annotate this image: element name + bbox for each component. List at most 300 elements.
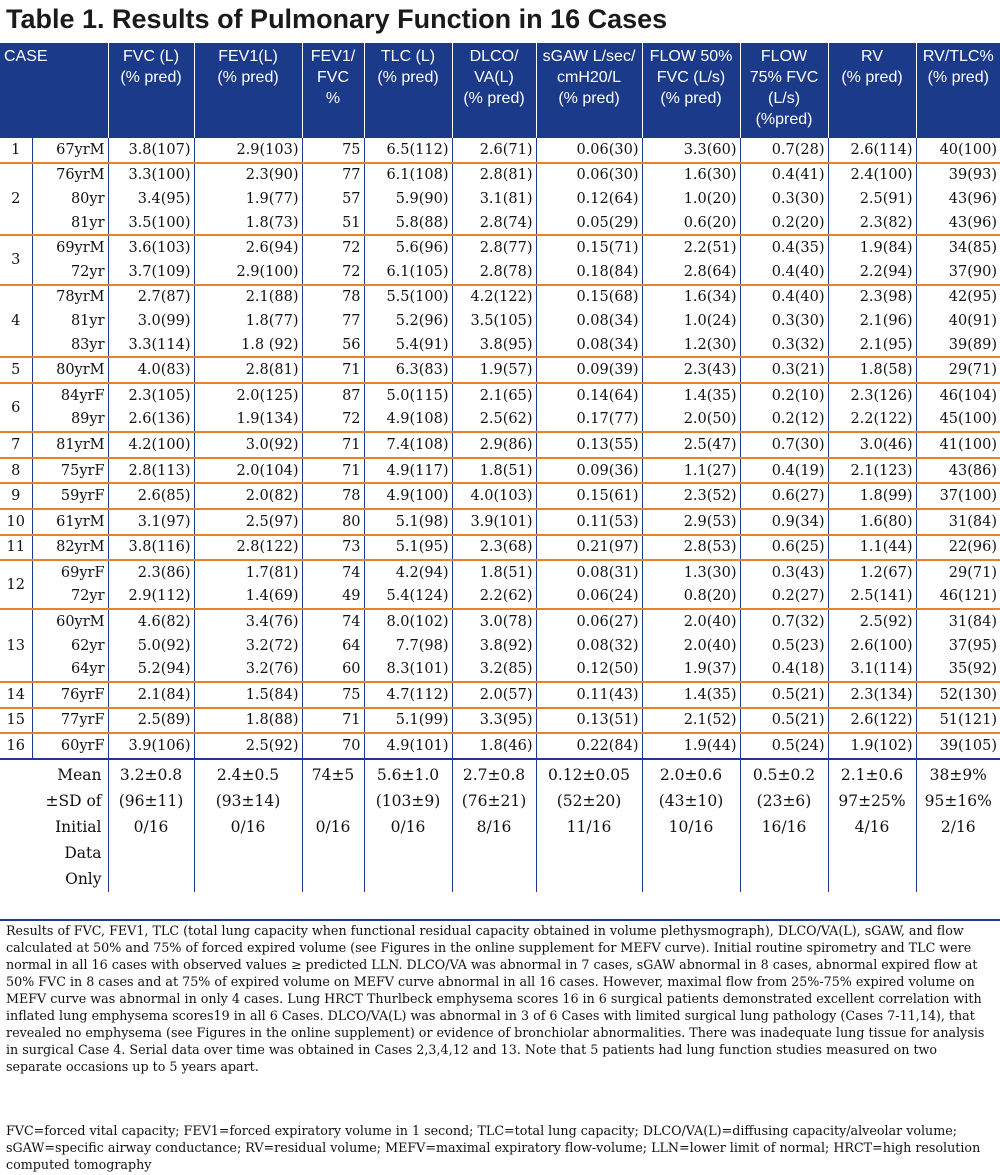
value-cell: 5.0(115) bbox=[364, 383, 452, 408]
value-cell: 46(104) bbox=[916, 383, 1000, 408]
subject-cell: 78yrM bbox=[32, 285, 108, 310]
value-cell: 0.6(25) bbox=[740, 535, 828, 561]
value-cell: 3.1(97) bbox=[108, 509, 194, 535]
subject-cell: 61yrM bbox=[32, 509, 108, 535]
value-cell: 40(100) bbox=[939, 141, 998, 158]
subject-cell: 67yrM bbox=[32, 138, 108, 163]
value-cell: 4.0(83) bbox=[108, 357, 194, 383]
value-cell: 51(121) bbox=[916, 708, 1000, 734]
value-cell: 0.13(55) bbox=[536, 432, 642, 458]
value-cell: 2.2(51) bbox=[642, 235, 740, 260]
table-row bbox=[0, 408, 1000, 433]
value-cell: 3.6(103) bbox=[108, 235, 194, 260]
value-cell: 45(100) bbox=[939, 411, 998, 428]
value-cell: 0.09(39) bbox=[536, 357, 642, 383]
value-cell: 5.9(90) bbox=[364, 187, 452, 211]
value-cell: 0.22(84) bbox=[536, 733, 642, 759]
table-row bbox=[0, 509, 1000, 535]
header-row bbox=[0, 43, 1000, 138]
value-cell: 1.3(30) bbox=[642, 560, 740, 585]
value-cell: 0.2(10) bbox=[740, 383, 828, 408]
value-cell: 2.6(100) bbox=[828, 634, 916, 658]
value-cell: 2.6(94) bbox=[194, 235, 302, 260]
value-cell: 4.9(100) bbox=[364, 483, 452, 509]
value-cell: 72 bbox=[302, 260, 364, 285]
value-cell: 2.3(86) bbox=[108, 560, 194, 585]
value-cell: 3.5(100) bbox=[108, 211, 194, 236]
value-cell: 1.9(102) bbox=[828, 733, 916, 759]
value-cell: 0.18(84) bbox=[536, 260, 642, 285]
value-cell: 0.3(43) bbox=[740, 560, 828, 585]
value-cell: 2.8(64) bbox=[642, 260, 740, 285]
value-cell: 4.2(100) bbox=[108, 432, 194, 458]
col-header-fev1: FEV1(L) (% pred) bbox=[194, 43, 302, 138]
value-cell: 3.2(85) bbox=[452, 657, 536, 682]
value-cell: 64 bbox=[302, 634, 364, 658]
subject-cell: 69yrF bbox=[32, 560, 108, 585]
value-cell: 3.4(76) bbox=[194, 609, 302, 634]
value-cell: 0.8(20) bbox=[642, 585, 740, 610]
value-cell: 0.08(31) bbox=[536, 560, 642, 585]
value-cell: 8.3(101) bbox=[364, 657, 452, 682]
value-cell: 1.7(81) bbox=[194, 560, 302, 585]
summary-cell: 0.5±0.2 (23±6) 16/16 bbox=[740, 759, 828, 892]
value-cell: 2.3(126) bbox=[828, 383, 916, 408]
value-cell: 0.5(21) bbox=[740, 708, 828, 734]
case-number: 2 bbox=[0, 163, 32, 236]
value-cell: 2.9(53) bbox=[642, 509, 740, 535]
value-cell: 1.0(24) bbox=[642, 309, 740, 333]
value-cell: 5.2(96) bbox=[364, 309, 452, 333]
value-cell: 3.3(100) bbox=[108, 163, 194, 188]
value-cell: 0.9(34) bbox=[740, 509, 828, 535]
value-cell: 73 bbox=[302, 535, 364, 561]
value-cell: 2.0(125) bbox=[194, 383, 302, 408]
value-cell: 37(90) bbox=[948, 263, 998, 280]
subject-cell: 82yrM bbox=[32, 535, 108, 561]
value-cell: 2.1(88) bbox=[194, 285, 302, 310]
value-cell: 39(105) bbox=[916, 733, 1000, 759]
value-cell: 2.8(53) bbox=[642, 535, 740, 561]
col-header-fev1-fvc: FEV1/ FVC % bbox=[302, 43, 364, 138]
value-cell: 52(130) bbox=[916, 682, 1000, 708]
value-cell: 35(92) bbox=[948, 661, 998, 678]
value-cell: 2.6(136) bbox=[108, 408, 194, 433]
value-cell: 5.8(88) bbox=[364, 211, 452, 236]
value-cell: 75 bbox=[302, 682, 364, 708]
value-cell: 0.05(29) bbox=[536, 211, 642, 236]
subject-cell: 80yrM bbox=[32, 357, 108, 383]
table-row bbox=[0, 609, 1000, 634]
value-cell: 0.7(32) bbox=[740, 609, 828, 634]
value-cell: 3.3(60) bbox=[642, 138, 740, 163]
value-cell: 5.1(95) bbox=[364, 535, 452, 561]
value-cell: 75 bbox=[302, 138, 364, 163]
case-number: 12 bbox=[0, 560, 32, 609]
value-cell: 3.1(114) bbox=[828, 657, 916, 682]
subject-cell: 84yrF bbox=[32, 383, 108, 408]
value-cell: 0.14(64) bbox=[536, 383, 642, 408]
summary-cell: 2.0±0.6 (43±10) 10/16 bbox=[642, 759, 740, 892]
value-cell: 2.7(87) bbox=[108, 285, 194, 310]
value-cell: 78 bbox=[302, 483, 364, 509]
value-cell: 1.9(44) bbox=[642, 733, 740, 759]
value-cell: 1.1(27) bbox=[642, 458, 740, 484]
col-header-rv-tlc: RV/TLC% (% pred) bbox=[916, 43, 1000, 138]
value-cell: 4.9(117) bbox=[364, 458, 452, 484]
abbreviations-note: FVC=forced vital capacity; FEV1=forced expiratory volume in 1 second; TLC=total lung capacity; DLCO/VA(L)=diffusing capacity/alveolar volume; sGAW=specific airway conductance; RV=residual volume; MEFV=maximal expiratory flow-volume; LLN=lower limit of normal; HRCT=high resolution computed tomography bbox=[6, 1123, 981, 1172]
value-cell: 56 bbox=[302, 333, 364, 358]
value-cell: 0.2(12) bbox=[740, 408, 828, 433]
col-header-flow75: FLOW 75% FVC (L/s) (%pred) bbox=[740, 43, 828, 138]
value-cell: 0.08(34) bbox=[536, 309, 642, 333]
case-number: 8 bbox=[0, 458, 32, 484]
value-cell: 6.5(112) bbox=[364, 138, 452, 163]
value-cell: 2.0(57) bbox=[452, 682, 536, 708]
value-cell: 6.1(108) bbox=[364, 163, 452, 188]
value-cell: 2.5(91) bbox=[828, 187, 916, 211]
value-cell: 3.1(81) bbox=[452, 187, 536, 211]
subject-cell: 64yr bbox=[32, 657, 108, 682]
value-cell: 3.0(46) bbox=[828, 432, 916, 458]
table-row bbox=[0, 733, 1000, 759]
value-cell: 43(96) bbox=[948, 214, 998, 231]
case-number: 4 bbox=[0, 285, 32, 358]
value-cell: 5.2(94) bbox=[108, 657, 194, 682]
value-cell: 3.0(78) bbox=[452, 609, 536, 634]
value-cell: 72 bbox=[302, 235, 364, 260]
value-cell: 0.3(21) bbox=[740, 357, 828, 383]
case-number: 1 bbox=[0, 138, 32, 163]
value-cell: 2.8(113) bbox=[108, 458, 194, 484]
value-cell: 2.5(92) bbox=[828, 609, 916, 634]
col-header-tlc: TLC (L) (% pred) bbox=[364, 43, 452, 138]
value-cell: 2.1(95) bbox=[828, 333, 916, 358]
value-cell: 0.3(32) bbox=[740, 333, 828, 358]
value-cell: 4.9(101) bbox=[364, 733, 452, 759]
value-cell: 2.5(141) bbox=[828, 585, 916, 610]
summary-cell: 2.4±0.5 (93±14) 0/16 bbox=[194, 759, 302, 892]
value-cell: 2.8(77) bbox=[452, 235, 536, 260]
value-cell: 1.6(34) bbox=[642, 285, 740, 310]
subject-cell: 60yrF bbox=[32, 733, 108, 759]
subject-cell: 89yr bbox=[32, 408, 108, 433]
subject-cell: 72yr bbox=[32, 260, 108, 285]
value-cell: 1.8(51) bbox=[452, 458, 536, 484]
value-cell: 2.4(100) bbox=[828, 163, 916, 188]
value-cell: 1.2(67) bbox=[828, 560, 916, 585]
value-cell: 0.4(40) bbox=[740, 285, 828, 310]
col-header-flow50: FLOW 50% FVC (L/s) (% pred) bbox=[642, 43, 740, 138]
value-cell: 3.7(109) bbox=[108, 260, 194, 285]
value-cell: 0.13(51) bbox=[536, 708, 642, 734]
value-cell: 2.5(47) bbox=[642, 432, 740, 458]
value-cell: 4.6(82) bbox=[108, 609, 194, 634]
value-cell: 1.4(35) bbox=[642, 682, 740, 708]
subject-cell: 80yr bbox=[32, 187, 108, 211]
table-row bbox=[0, 235, 1000, 260]
value-cell: 6.3(83) bbox=[364, 357, 452, 383]
value-cell: 5.4(91) bbox=[364, 333, 452, 358]
value-cell: 2.8(78) bbox=[452, 260, 536, 285]
value-cell: 1.1(44) bbox=[828, 535, 916, 561]
col-header-case: CASE bbox=[0, 43, 108, 138]
value-cell: 2.3(52) bbox=[642, 483, 740, 509]
value-cell: 4.2(94) bbox=[364, 560, 452, 585]
value-cell: 2.5(89) bbox=[108, 708, 194, 734]
value-cell: 1.8(51) bbox=[452, 560, 536, 585]
table-row bbox=[0, 285, 1000, 310]
value-cell: 2.3(105) bbox=[108, 383, 194, 408]
value-cell: 1.9(57) bbox=[452, 357, 536, 383]
value-cell: 2.1(84) bbox=[108, 682, 194, 708]
value-cell: 2.3(134) bbox=[828, 682, 916, 708]
value-cell: 4.2(122) bbox=[452, 285, 536, 310]
value-cell: 0.4(35) bbox=[740, 235, 828, 260]
table-title: Table 1. Results of Pulmonary Function in 16 Cases bbox=[6, 4, 668, 34]
value-cell: 71 bbox=[302, 357, 364, 383]
value-cell: 2.0(104) bbox=[194, 458, 302, 484]
value-cell: 1.8 (92) bbox=[194, 333, 302, 358]
subject-cell: 60yrM bbox=[32, 609, 108, 634]
results-table bbox=[0, 43, 1000, 892]
value-cell: 2.0(40) bbox=[642, 609, 740, 634]
value-cell: 2.1(123) bbox=[828, 458, 916, 484]
case-number: 11 bbox=[0, 535, 32, 561]
value-cell: 49 bbox=[302, 585, 364, 610]
summary-cell: 38±9% 95±16% 2/16 bbox=[916, 759, 1000, 892]
value-cell: 41(100) bbox=[916, 432, 1000, 458]
value-cell: 80 bbox=[302, 509, 364, 535]
value-cell: 4.7(112) bbox=[364, 682, 452, 708]
value-cell: 2.8(81) bbox=[452, 163, 536, 188]
table-row bbox=[0, 260, 1000, 285]
table-row bbox=[0, 560, 1000, 585]
value-cell: 2.0(82) bbox=[194, 483, 302, 509]
value-cell: 0.6(27) bbox=[740, 483, 828, 509]
value-cell: 3.2(76) bbox=[194, 657, 302, 682]
value-cell: 78 bbox=[302, 285, 364, 310]
value-cell: 3.4(95) bbox=[108, 187, 194, 211]
value-cell: 37(95) bbox=[948, 637, 998, 654]
summary-cell: 0.12±0.05 (52±20) 11/16 bbox=[536, 759, 642, 892]
table-row bbox=[0, 483, 1000, 509]
case-number: 7 bbox=[0, 432, 32, 458]
value-cell: 7.7(98) bbox=[364, 634, 452, 658]
summary-cell: 2.7±0.8 (76±21) 8/16 bbox=[452, 759, 536, 892]
value-cell: 40(91) bbox=[948, 312, 998, 329]
subject-cell: 77yrF bbox=[32, 708, 108, 734]
value-cell: 2.5(97) bbox=[194, 509, 302, 535]
value-cell: 29(71) bbox=[916, 560, 1000, 585]
value-cell: 8.0(102) bbox=[364, 609, 452, 634]
value-cell: 0.6(20) bbox=[642, 211, 740, 236]
value-cell: 1.2(30) bbox=[642, 333, 740, 358]
case-number: 13 bbox=[0, 609, 32, 682]
value-cell: 31(84) bbox=[916, 609, 1000, 634]
value-cell: 70 bbox=[302, 733, 364, 759]
value-cell: 1.4(35) bbox=[642, 383, 740, 408]
value-cell: 0.12(64) bbox=[536, 187, 642, 211]
value-cell: 2.6(85) bbox=[108, 483, 194, 509]
value-cell: 0.21(97) bbox=[536, 535, 642, 561]
value-cell: 5.5(100) bbox=[364, 285, 452, 310]
case-number: 5 bbox=[0, 357, 32, 383]
value-cell: 0.4(41) bbox=[740, 163, 828, 188]
value-cell: 1.0(20) bbox=[642, 187, 740, 211]
value-cell: 74 bbox=[302, 560, 364, 585]
value-cell: 1.9(37) bbox=[642, 657, 740, 682]
value-cell: 77 bbox=[302, 163, 364, 188]
value-cell: 34(85) bbox=[916, 235, 1000, 260]
value-cell: 2.2(122) bbox=[828, 408, 916, 433]
value-cell: 1.8(58) bbox=[828, 357, 916, 383]
value-cell: 2.9(112) bbox=[108, 585, 194, 610]
value-cell: 3.3(95) bbox=[452, 708, 536, 734]
case-number: 3 bbox=[0, 235, 32, 284]
value-cell: 1.9(134) bbox=[194, 408, 302, 433]
value-cell: 2.1(96) bbox=[828, 309, 916, 333]
value-cell: 5.6(96) bbox=[364, 235, 452, 260]
summary-row bbox=[0, 759, 1000, 892]
value-cell: 39(93) bbox=[916, 163, 1000, 188]
value-cell: 1.6(80) bbox=[828, 509, 916, 535]
table-row bbox=[0, 211, 1000, 236]
table-body bbox=[0, 138, 1000, 892]
value-cell: 22(96) bbox=[916, 535, 1000, 561]
value-cell: 2.8(74) bbox=[452, 211, 536, 236]
value-cell: 3.8(95) bbox=[452, 333, 536, 358]
value-cell: 2.8(81) bbox=[194, 357, 302, 383]
value-cell: 2.9(103) bbox=[194, 138, 302, 163]
value-cell: 3.2(72) bbox=[194, 634, 302, 658]
subject-cell: 81yrM bbox=[32, 432, 108, 458]
value-cell: 4.0(103) bbox=[452, 483, 536, 509]
value-cell: 0.4(40) bbox=[740, 260, 828, 285]
col-header-fvc: FVC (L) (% pred) bbox=[108, 43, 194, 138]
case-number: 16 bbox=[0, 733, 32, 759]
subject-cell: 72yr bbox=[32, 585, 108, 610]
value-cell: 0.2(20) bbox=[740, 211, 828, 236]
value-cell: 3.8(107) bbox=[108, 138, 194, 163]
value-cell: 0.12(50) bbox=[536, 657, 642, 682]
value-cell: 2.9(86) bbox=[452, 432, 536, 458]
value-cell: 1.9(84) bbox=[828, 235, 916, 260]
summary-spacer bbox=[0, 759, 32, 892]
value-cell: 2.6(114) bbox=[828, 138, 916, 163]
case-number: 6 bbox=[0, 383, 32, 432]
value-cell: 39(89) bbox=[948, 336, 998, 353]
value-cell: 2.5(92) bbox=[194, 733, 302, 759]
value-cell: 5.0(92) bbox=[108, 634, 194, 658]
value-cell: 1.4(69) bbox=[194, 585, 302, 610]
value-cell: 0.06(27) bbox=[536, 609, 642, 634]
case-number: 15 bbox=[0, 708, 32, 734]
table-row bbox=[0, 585, 1000, 610]
value-cell: 2.5(62) bbox=[452, 408, 536, 433]
value-cell: 0.4(18) bbox=[740, 657, 828, 682]
value-cell: 43(86) bbox=[916, 458, 1000, 484]
subject-cell: 81yr bbox=[32, 211, 108, 236]
value-cell: 0.11(53) bbox=[536, 509, 642, 535]
summary-cell: 3.2±0.8 (96±11) 0/16 bbox=[108, 759, 194, 892]
subject-cell: 62yr bbox=[32, 634, 108, 658]
value-cell: 1.8(99) bbox=[828, 483, 916, 509]
value-cell: 0.09(36) bbox=[536, 458, 642, 484]
value-cell: 71 bbox=[302, 458, 364, 484]
value-cell: 1.8(77) bbox=[194, 309, 302, 333]
value-cell: 1.5(84) bbox=[194, 682, 302, 708]
table-footnote: Results of FVC, FEV1, TLC (total lung capacity when functional residual capacity obtained in volume plethysmograph), DLCO/VA(L), sGAW, and flow calculated at 50% and 75% of forced expired volume (see Figures in the online supplement for MEFV curve). Initial routine spirometry and TLC were normal in all 16 cases with observed values ≥ predicted LLN. DLCO/VA was abnormal in 7 cases, sGAW abnormal in 8 cases, abnormal expired flow at 50% FVC in 8 cases and at 75% of expired volume on MEFV curve abnormal in all 16 cases. However, maximal flow from 25%-75% expired volume on MEFV curve was abnormal in only 4 cases. Lung HRCT Thurlbeck emphysema scores 16 in 6 surgical patients demonstrated excellent correlation with inflated lung emphysema scores19 in all 6 Cases. DLCO/VA(L) was abnormal in 3 of 6 Cases with limited surgical lung pathology (Cases 7-11,14), that revealed no emphysema (see Figures in the online supplement) or evidence of bronchiolar abnormalities. There was inadequate lung tissue for analysis in surgical Case 4. Serial data over time was obtained in Cases 2,3,4,12 and 13. Note that 5 patients had lung function studies measured on two separate occasions up to 5 years apart. bbox=[6, 923, 985, 1074]
value-cell: 2.0(50) bbox=[642, 408, 740, 433]
value-cell: 2.6(122) bbox=[828, 708, 916, 734]
value-cell: 3.9(106) bbox=[108, 733, 194, 759]
value-cell: 2.3(43) bbox=[642, 357, 740, 383]
value-cell: 2.2(94) bbox=[828, 260, 916, 285]
value-cell: 72 bbox=[302, 408, 364, 433]
value-cell: 57 bbox=[302, 187, 364, 211]
value-cell: 6.1(105) bbox=[364, 260, 452, 285]
value-cell: 2.1(65) bbox=[452, 383, 536, 408]
subject-cell: 59yrF bbox=[32, 483, 108, 509]
value-cell: 2.3(68) bbox=[452, 535, 536, 561]
value-cell: 3.5(105) bbox=[452, 309, 536, 333]
value-cell: 1.8(46) bbox=[452, 733, 536, 759]
table-row bbox=[0, 383, 1000, 408]
col-header-dlco: DLCO/ VA(L) (% pred) bbox=[452, 43, 536, 138]
value-cell: 3.9(101) bbox=[452, 509, 536, 535]
value-cell: 5.1(99) bbox=[364, 708, 452, 734]
value-cell: 51 bbox=[302, 211, 364, 236]
value-cell: 31(84) bbox=[916, 509, 1000, 535]
table-row bbox=[0, 535, 1000, 561]
value-cell: 5.1(98) bbox=[364, 509, 452, 535]
value-cell: 0.06(30) bbox=[536, 163, 642, 188]
value-cell: 3.0(99) bbox=[108, 309, 194, 333]
value-cell: 37(100) bbox=[916, 483, 1000, 509]
value-cell: 0.5(23) bbox=[740, 634, 828, 658]
table-row bbox=[0, 357, 1000, 383]
value-cell: 77 bbox=[302, 309, 364, 333]
value-cell: 1.8(88) bbox=[194, 708, 302, 734]
value-cell: 2.3(82) bbox=[828, 211, 916, 236]
value-cell: 0.11(43) bbox=[536, 682, 642, 708]
value-cell: 2.3(90) bbox=[194, 163, 302, 188]
value-cell: 3.0(92) bbox=[194, 432, 302, 458]
value-cell: 42(95) bbox=[916, 285, 1000, 310]
value-cell: 29(71) bbox=[916, 357, 1000, 383]
value-cell: 0.5(21) bbox=[740, 682, 828, 708]
value-cell: 2.6(71) bbox=[452, 138, 536, 163]
value-cell: 0.08(32) bbox=[536, 634, 642, 658]
summary-label: Mean ±SD of Initial Data Only bbox=[32, 759, 108, 892]
table-bottom-rule bbox=[0, 919, 1000, 921]
value-cell: 4.9(108) bbox=[364, 408, 452, 433]
value-cell: 0.7(28) bbox=[740, 138, 828, 163]
value-cell: 1.8(73) bbox=[194, 211, 302, 236]
subject-cell: 75yrF bbox=[32, 458, 108, 484]
value-cell: 1.9(77) bbox=[194, 187, 302, 211]
value-cell: 0.2(27) bbox=[740, 585, 828, 610]
summary-cell: 5.6±1.0 (103±9) 0/16 bbox=[364, 759, 452, 892]
col-header-sgaw: sGAW L/sec/ cmH20/L (% pred) bbox=[536, 43, 642, 138]
value-cell: 71 bbox=[302, 708, 364, 734]
value-cell: 2.8(122) bbox=[194, 535, 302, 561]
value-cell: 3.8(92) bbox=[452, 634, 536, 658]
value-cell: 87 bbox=[302, 383, 364, 408]
value-cell: 3.8(116) bbox=[108, 535, 194, 561]
value-cell: 0.06(24) bbox=[536, 585, 642, 610]
